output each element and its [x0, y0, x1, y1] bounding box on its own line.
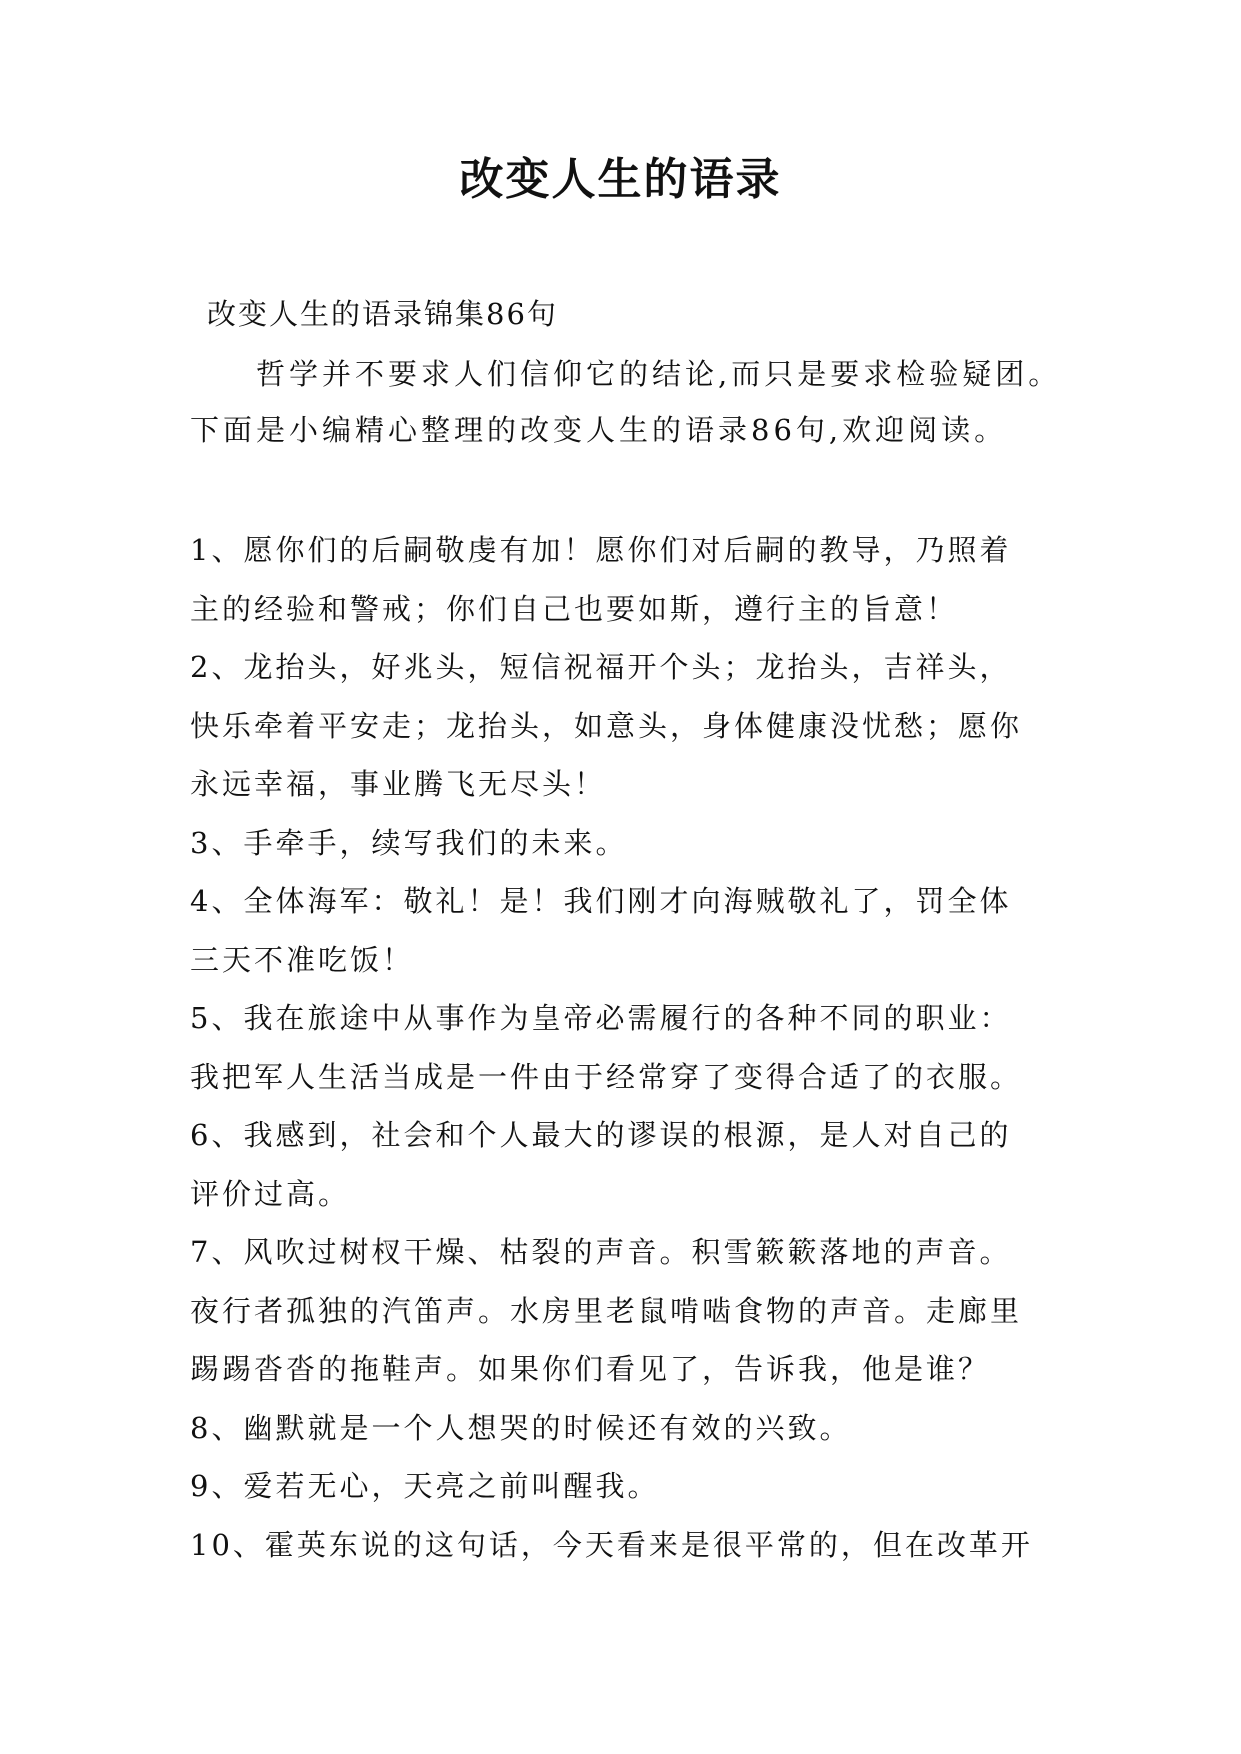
quote-line: 三天不准吃饭！ [190, 942, 415, 977]
intro-line: 哲学并不要求人们信仰它的结论,而只是要求检验疑团。 [190, 357, 1062, 391]
intro-line: 下面是小编精心整理的改变人生的语录86句,欢迎阅读。 [190, 413, 1008, 447]
document-title: 改变人生的语录 [459, 154, 782, 205]
quote-line: 5、我在旅途中从事作为皇帝必需履行的各种不同的职业： [190, 1001, 1012, 1035]
document-subtitle: 改变人生的语录锦集86句 [207, 297, 558, 331]
quote-line: 主的经验和警戒；你们自己也要如斯，遵行主的旨意！ [190, 591, 959, 626]
quote-line: 我把军人生活当成是一件由于经常穿了变得合适了的衣服。 [190, 1059, 1023, 1094]
quote-line: 4、全体海军：敬礼！是！我们刚才向海贼敬礼了，罚全体 [190, 884, 1012, 918]
quote-line: 1、愿你们的后嗣敬虔有加！愿你们对后嗣的教导，乃照着 [190, 533, 1012, 567]
quote-line: 夜行者孤独的汽笛声。水房里老鼠啃啮食物的声音。走廊里 [190, 1293, 1023, 1328]
quote-line: 踢踢沓沓的拖鞋声。如果你们看见了，告诉我，他是谁？ [190, 1352, 991, 1386]
quote-line: 永远幸福，事业腾飞无尽头！ [190, 767, 607, 801]
quote-line: 10、霍英东说的这句话，今天看来是很平常的，但在改革开 [190, 1527, 1033, 1562]
quote-line: 快乐牵着平安走；龙抬头，如意头，身体健康没忧愁；愿你 [190, 708, 1023, 743]
quote-list [190, 521, 1090, 1574]
quote-line: 6、我感到，社会和个人最大的谬误的根源，是人对自己的 [190, 1118, 1012, 1152]
quote-line: 7、风吹过树杈干燥、枯裂的声音。积雪簌簌落地的声音。 [190, 1235, 1012, 1269]
intro-paragraph [190, 346, 1080, 458]
quote-line: 3、手牵手，续写我们的未来。 [190, 825, 628, 860]
quote-line: 2、龙抬头，好兆头，短信祝福开个头；龙抬头，吉祥头， [190, 650, 1012, 684]
quote-line: 8、幽默就是一个人想哭的时候还有效的兴致。 [190, 1410, 852, 1445]
quote-line: 评价过高。 [190, 1176, 351, 1211]
quote-line: 9、爱若无心，天亮之前叫醒我。 [190, 1469, 660, 1503]
